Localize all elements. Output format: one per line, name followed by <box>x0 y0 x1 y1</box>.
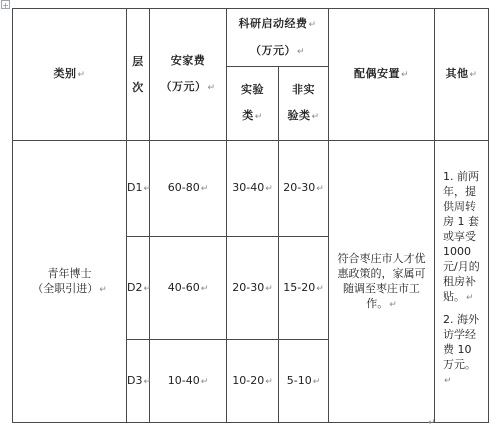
header-lab-type: 实验 类↵ <box>227 67 279 141</box>
table-row <box>13 141 489 237</box>
header-other: 其他↵ <box>435 9 489 141</box>
spouse-cell: 符合枣庄市人才优惠政策的，家属可随调至枣庄市工作。↵ <box>329 141 435 423</box>
category-cell: 青年博士 （全职引进）↵ <box>13 141 127 423</box>
lab-fund-cell: 30-40↵ <box>227 141 279 237</box>
header-category: 类别↵ <box>13 9 127 141</box>
end-paragraph-mark: ↵ <box>428 418 436 428</box>
other-item-2: 2. 海外访学经费 10 万元。↵ <box>443 312 480 386</box>
settle-fee-cell: 60-80↵ <box>150 141 227 237</box>
header-level: 层 次 <box>127 9 150 141</box>
header-spouse: 配偶安置↵ <box>329 9 435 141</box>
header-research-fund: 科研启动经费↵ （万元）↵ <box>227 9 329 67</box>
other-item-1: 1. 前两年，提供周转房 1 套或享受 1000 元/月的租房补贴。↵ <box>443 169 480 303</box>
other-cell <box>435 141 489 423</box>
level-cell: D3↵ <box>127 340 150 423</box>
settle-fee-cell: 10-40↵ <box>150 340 227 423</box>
nonlab-fund-cell: 15-20↵ <box>279 237 329 340</box>
lab-fund-cell: 20-30↵ <box>227 237 279 340</box>
talent-policy-table <box>12 8 489 423</box>
header-settle-fee: 安家费 （万元）↵ <box>150 9 227 141</box>
settle-fee-cell: 40-60↵ <box>150 237 227 340</box>
nonlab-fund-cell: 5-10↵ <box>279 340 329 423</box>
level-cell: D1↵ <box>127 141 150 237</box>
nonlab-fund-cell: 20-30↵ <box>279 141 329 237</box>
table-move-handle[interactable]: + <box>2 1 9 10</box>
header-nonlab-type: 非实 验类↵ <box>279 67 329 141</box>
level-cell: D2↵ <box>127 237 150 340</box>
lab-fund-cell: 10-20↵ <box>227 340 279 423</box>
